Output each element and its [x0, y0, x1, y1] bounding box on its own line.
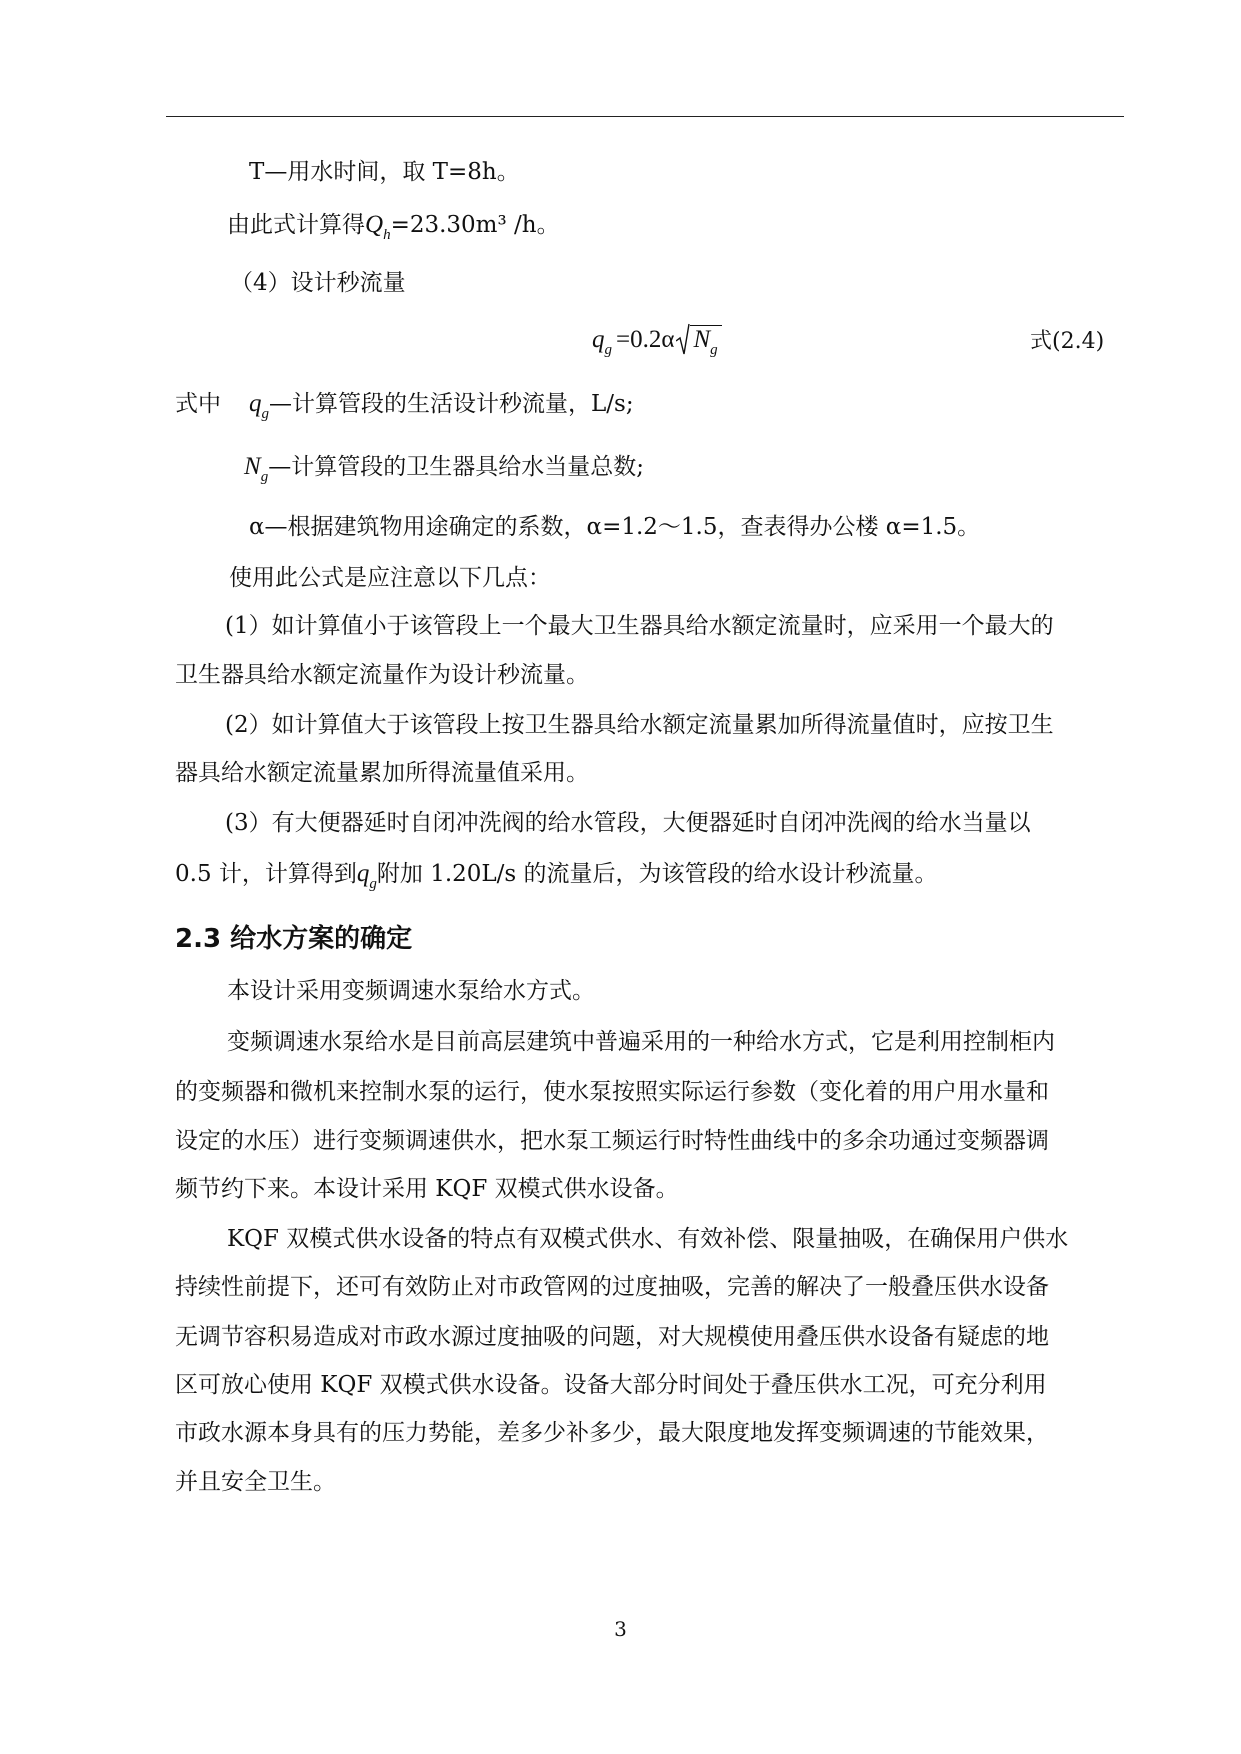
text-line-23: 市政水源本身具有的压力势能，差多少补多少，最大限度地发挥变频调速的节能效果， — [175, 1420, 1049, 1446]
text-line-22: 区可放心使用 KQF 双模式供水设备。设备大部分时间处于叠压供水工况，可充分利用 — [175, 1372, 1047, 1398]
symbol-g: g — [261, 406, 269, 422]
text-line-18: 频节约下来。本设计采用 KQF 双模式供水设备。 — [175, 1176, 679, 1202]
text-line-12: (3）有大便器延时自闭冲洗阀的给水管段，大便器延时自闭冲洗阀的给水当量以 — [225, 810, 1031, 836]
text-line-9: 卫生器具给水额定流量作为设计秒流量。 — [175, 662, 589, 688]
page-number: 3 — [614, 1617, 627, 1641]
text-line-10: (2）如计算值大于该管段上按卫生器具给水额定流量累加所得流量值时，应按卫生 — [225, 712, 1054, 738]
formula-lhs-var: q — [592, 326, 605, 353]
symbol-Q: Q — [365, 211, 384, 238]
text-line-21: 无调节容积易造成对市政水源过度抽吸的问题，对大规模使用叠压供水设备有疑虑的地 — [175, 1324, 1049, 1350]
radical-sign-icon — [676, 323, 690, 355]
formula-coef: =0.2α — [616, 326, 675, 353]
formula-rad-var: N — [693, 326, 711, 353]
sqrt-radical — [676, 325, 721, 358]
text-line-24: 并且安全卫生。 — [175, 1469, 336, 1495]
text-line-14: 本设计采用变频调速水泵给水方式。 — [227, 978, 595, 1004]
symbol-q: q — [249, 390, 262, 417]
header-rule — [166, 116, 1124, 117]
formula-lhs-sub: g — [604, 342, 612, 358]
symbol-g-2: g — [260, 469, 269, 485]
text-line-15: 变频调速水泵给水是目前高层建筑中普遍采用的一种给水方式，它是利用控制柜内 — [227, 1029, 1055, 1055]
radicand — [690, 325, 721, 358]
section-heading: 2.3 给水方案的确定 — [175, 924, 413, 954]
equation-number: 式(2.4) — [1030, 329, 1105, 354]
symbol-h: h — [383, 227, 391, 243]
text-line-1: T—用水时间，取 T=8h。 — [249, 159, 520, 185]
text-line-4: 式中 $q_g—$计算管段的生活设计秒流量，L/s; — [175, 390, 634, 422]
text-line-13: 0.5 计，计算得到$q_g$附加 1.20L/s 的流量后，为该管段的给水设计秒流量。 — [175, 860, 938, 892]
symbol-g-3: g — [369, 876, 377, 892]
symbol-q-2: q — [356, 860, 370, 887]
text-line-8: (1）如计算值小于该管段上一个最大卫生器具给水额定流量时，应采用一个最大的 — [225, 613, 1054, 639]
text-line-3: （4）设计秒流量 — [230, 270, 406, 296]
text-line-5: $N_g—$计算管段的卫生器具给水当量总数; — [244, 453, 644, 485]
symbol-N: N — [244, 453, 261, 480]
text-line-16: 的变频器和微机来控制水泵的运行，使水泵按照实际运行参数（变化着的用户用水量和 — [175, 1079, 1049, 1105]
text-line-20: 持续性前提下，还可有效防止对市政管网的过度抽吸，完善的解决了一般叠压供水设备 — [175, 1274, 1049, 1300]
text-line-19: KQF 双模式供水设备的特点有双模式供水、有效补偿、限量抽吸，在确保用户供水 — [227, 1226, 1069, 1252]
formula-2-4 — [592, 325, 722, 358]
text-line-11: 器具给水额定流量累加所得流量值采用。 — [175, 760, 589, 786]
text-line-17: 设定的水压）进行变频调速供水，把水泵工频运行时特性曲线中的多余功通过变频器调 — [175, 1128, 1049, 1154]
text-line-7: 使用此公式是应注意以下几点： — [229, 565, 551, 591]
text-line-6: α—根据建筑物用途确定的系数，α=1.2～1.5，查表得办公楼 α=1.5。 — [249, 514, 981, 540]
text-line-2: 由此式计算得$Q_h=23.30m^3$ /h。 — [227, 211, 560, 243]
formula-rad-sub: g — [710, 342, 718, 358]
